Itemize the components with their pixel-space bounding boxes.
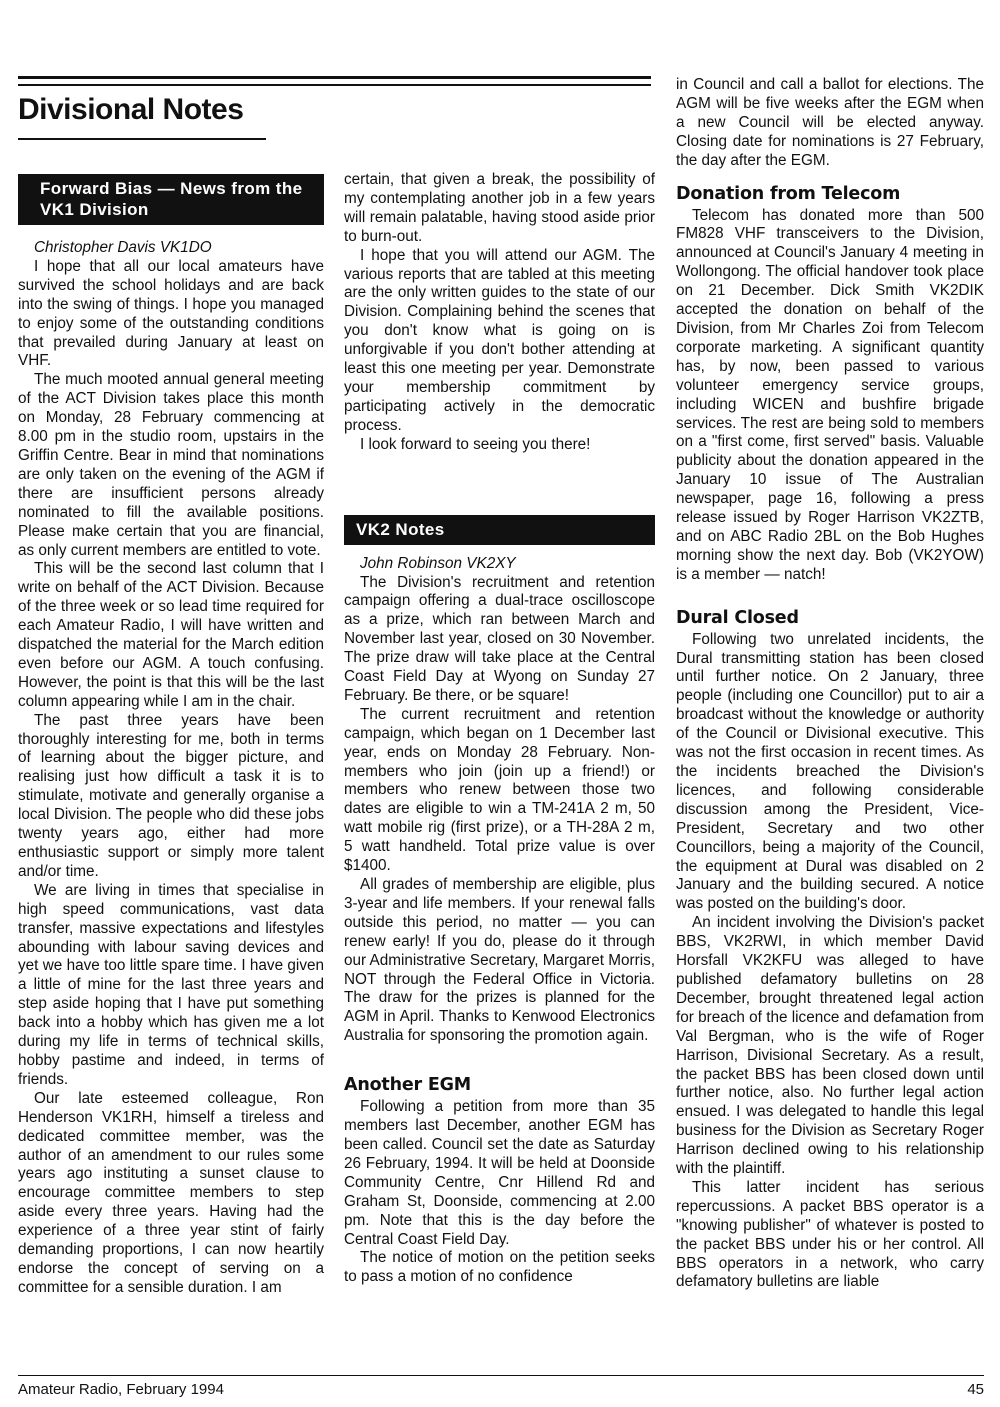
byline-vk2: John Robinson VK2XY: [360, 554, 516, 572]
subheading-donation: Donation from Telecom: [676, 183, 901, 204]
article-paragraph: The past three years have been thoroughly interesting for me, both in terms of learning about the bigger picture, and realising just how difficult a task it is to stimulate, motivate and generally organise a local Division. The people who did these jobs twenty years ago, either had more enthusiastic support or simply more talent and/or time.: [18, 711, 324, 880]
top-rule-secondary: [18, 84, 651, 86]
title-underline: [18, 138, 266, 140]
article-paragraph: All grades of membership are eligible, plus 3-year and life members. If your renewal falls outside this period, no matter — you can renew early! If you do, please do it through our Administrative Secretary, Margaret Morris, NOT through the Federal Office in Victoria. The draw for the prizes is planned for the AGM in April. Thanks to Kenwood Electronics Australia for sponsoring the promotion again.: [344, 876, 655, 1045]
article-paragraph: I hope that all our local amateurs have survived the school holidays and are back into the swing of things. I hope you managed to enjoy some of the outstanding conditions that prevailed during January at least on VHF.: [18, 257, 324, 370]
section-heading-vk2: VK2 Notes: [344, 515, 655, 545]
article-paragraph: I look forward to seeing you there!: [360, 435, 591, 453]
footer-publication: Amateur Radio, February 1994: [18, 1381, 224, 1398]
article-paragraph: This latter incident has serious repercussions. A packet BBS operator is a "knowing publisher" of whatever is posted to the packet BBS under his or her control. All BBS operators in a network, who carry defamatory bulletins are liable: [676, 1178, 984, 1291]
article-paragraph: Following two unrelated incidents, the Dural transmitting station has been closed until further notice. On 2 January, three people (including one Councillor) put to air a broadcast without the knowledge or authority of the Council or Divisional executive. This was not the first occasion in recent times. As the incidents breached the Division's licences, and following considerable discussion among the President, Vice-President, Secretary and two other Councillors, being a majority of the Council, the equipment at Dural was disabled on 2 January and the building secured. A notice was posted on the building's door.: [676, 630, 984, 913]
article-paragraph: I hope that you will attend our AGM. The various reports that are tabled at this meeting are the only written guides to the state of our Division. Complaining behind the scenes that you don't know what is going on is unforgivable if you don't bother attending at least this one meeting per year. Demonstrate your membership commitment by participating actively in the democratic process.: [344, 246, 655, 434]
top-rule: [18, 76, 651, 79]
section-heading-vk1: Forward Bias — News from the VK1 Division: [18, 174, 324, 225]
article-paragraph: in Council and call a ballot for elections. The AGM will be five weeks after the EGM when a new Council will be elected anyway. Closing date for nominations is 27 February, the day after the EGM.: [676, 76, 984, 169]
subheading-dural-closed: Dural Closed: [676, 607, 799, 628]
article-paragraph: certain, that given a break, the possibility of my contemplating another job in a few years will remain palatable, having stood aside prior to burn-out.: [344, 171, 655, 245]
column-1: [18, 174, 324, 1298]
article-paragraph: The much mooted annual general meeting of the ACT Division takes place this month on Monday, 28 February commencing at 8.00 pm in the studio room, upstairs in the Griffin Centre. Bear in mind that nominations are only taken on the evening of the AGM if there are insufficient persons already nominated to fill the available positions. Please make certain that you are financial, as only current members are entitled to vote.: [18, 371, 324, 559]
page-title: Divisional Notes: [18, 93, 244, 126]
subheading-another-egm: Another EGM: [344, 1075, 471, 1096]
article-paragraph: Following a petition from more than 35 members last December, another EGM has been called. Council set the date as Saturday 26 February, 1994. It will be held at Doonside Community Centre, Cnr Hillend Rd and Graham St, Doonside, commencing at 2.00 pm. Note that this is the day before the Central Coast Field Day.: [344, 1098, 655, 1248]
article-paragraph: An incident involving the Division's packet BBS, VK2RWI, in which member David Horsfall VK2KFU was alleged to have published defamatory bulletins on 28 December, brought threatened legal action for breach of the licence and defamation from Val Bergman, who is the wife of Roger Harrison, Divisional Secretary. As a result, the packet BBS has been closed down until further notice, also. No further legal action ensued. I was delegated to handle this legal business for the Division as Secretary Roger Harrison declined owing to his relationship with the plaintiff.: [676, 914, 984, 1178]
footer-rule: [18, 1375, 984, 1376]
column-3: [676, 76, 984, 1292]
article-paragraph: This will be the second last column that I write on behalf of the ACT Division. Because of the three week or so lead time required for each Amateur Radio, I will have written and dispatched the material for the March edition even before our AGM. A touch confusing. However, the point is that this will be the last column appearing while I am in the chair.: [18, 560, 324, 710]
article-paragraph: Our late esteemed colleague, Ron Henderson VK1RH, himself a tireless and dedicated committee member, was the author of an amendment to our rules some years ago instituting a sunset clause to encourage committee members to step aside every three years. Having had the experience of a three year stint of fairly demanding proportions, I can now heartily endorse the concept of serving on a committee for a sensible duration. I am: [18, 1089, 324, 1296]
byline-vk1: Christopher Davis VK1DO: [34, 239, 212, 256]
article-paragraph: We are living in times that specialise in high speed communications, vast data transfer, massive expectations and lifestyles abounding with labour saving devices and yet we have too little spare time. I have given a little of mine for the last three years and step aside hoping that I have put something back into a hobby which has given me a lot during my life in terms of technical skills, hobby pastime and indeed, in terms of friends.: [18, 881, 324, 1088]
footer-page-number: 45: [967, 1381, 984, 1398]
article-paragraph: The current recruitment and retention campaign, which began on 1 December last year, ends on Monday 28 February. Non-members who join (join up a friend!) or members who renew between those two dates are eligible to win a TM-241A 2 m, 50 watt mobile rig (first prize), or a TH-28A 2 m, 5 watt handheld. Total prize value is over $1400.: [344, 705, 655, 875]
column-2: [344, 171, 655, 1287]
article-paragraph: The Division's recruitment and retention campaign offering a dual-trace oscilloscope as a prize, which ran between March and November last year, closed on 30 November. The prize draw will take place at the Central Coast Field Day at Wyong on Sunday 27 February. Be there, or be square!: [344, 573, 655, 704]
article-paragraph: The notice of motion on the petition seeks to pass a motion of no confidence: [344, 1249, 655, 1286]
article-paragraph: Telecom has donated more than 500 FM828 VHF transceivers to the Division, announced at Council's January 4 meeting in Wollongong. The official handover took place on 21 December. Dick Smith VK2DIK accepted the donation on behalf of the Division, from Mr Charles Zoi from Telecom corporate marketing. A significant quantity has, by now, been passed to various volunteer emergency service groups, including WICEN and bushfire brigade services. The rest are being sold to members on a "first come, first served" basis. Valuable publicity about the donation appeared in the January 10 issue of The Australian newspaper, page 16, following a press release issued by Roger Harrison VK2ZTB, and on ABC Radio 2BL on the Bob Hughes morning show the next day. Bob (VK2YOW) is a member — natch!: [676, 206, 984, 583]
